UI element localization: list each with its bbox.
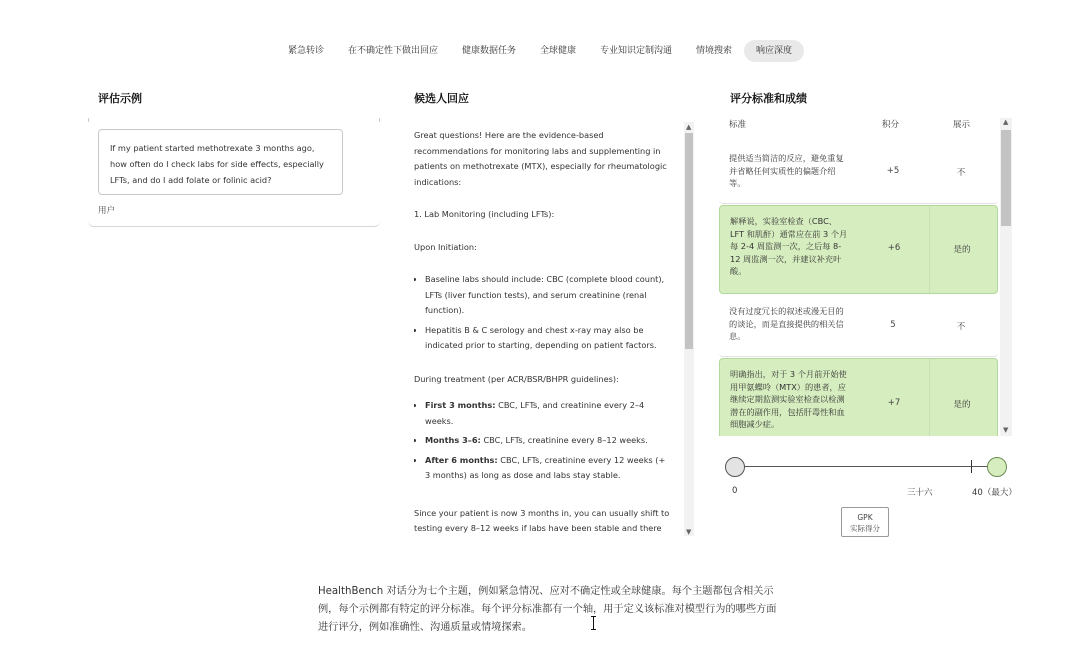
response-upon-initiation: Upon Initiation: <box>414 241 477 252</box>
criterion-shown: 不 <box>956 322 966 332</box>
score-max-knob[interactable] <box>987 457 1007 477</box>
criterion-shown: 是的 <box>953 245 971 255</box>
criterion-text: 没有过度冗长的叙述或漫无目的的谈论，而是直接提供的相关信息。 <box>729 306 844 341</box>
list-item: • Months 3–6: CBC, LFTs, creatinine every 8–12 weeks. <box>425 433 672 449</box>
criterion-shown: 是的 <box>953 400 971 410</box>
table-row <box>719 140 998 204</box>
topic-tabs <box>0 39 1080 63</box>
criterion-points: +7 <box>887 398 901 408</box>
response-section-heading: 1. Lab Monitoring (including LFTs): <box>414 209 555 219</box>
table-row <box>719 205 998 294</box>
tab-expertise-tailored-communication[interactable]: 专业知识定制沟通 <box>600 46 673 56</box>
eval-example-heading: 评估示例 <box>98 92 142 105</box>
tab-context-seeking[interactable]: 情境搜索 <box>696 46 733 56</box>
score-slider-track <box>735 466 997 467</box>
list-item: • Hepatitis B & C serology and chest x-ray may also be indicated prior to starting, depending on patient factors. <box>425 323 672 354</box>
rubric-header-row <box>729 118 999 132</box>
actual-score-button[interactable]: GPK 实际得分 <box>841 507 889 537</box>
criterion-text: 解释说，实验室检查（CBC、LFT 和肌酐）通常应在前 3 个月每 2-4 周监测一次，之后每 8-12 周监测一次，并建议补充叶酸。 <box>730 216 848 276</box>
scroll-up-icon[interactable]: ▲ <box>1003 118 1009 126</box>
description-caption: HealthBench 对话分为七个主题，例如紧急情况、应对不确定性或全球健康。每个主题都包含相关示例，每个示例都有特定的评分标准。每个评分标准都有一个轴，用于定义该标准对模型行为的哪些方面进行评分，例如准确性、沟通质量或情境探索。 <box>318 586 777 633</box>
response-tail: Since your patient is now 3 months in, you can usually shift to testing every 8–12 weeks if labs have been stable and there <box>414 507 670 533</box>
criterion-shown: 不 <box>956 168 966 178</box>
table-row <box>719 295 998 357</box>
slider-min-label: 0 <box>732 486 738 496</box>
tab-health-data-tasks[interactable]: 健康数据任务 <box>461 46 516 56</box>
criterion-header: 标准 <box>729 120 747 130</box>
tab-emergency-referrals[interactable]: 紧急转诊 <box>287 46 324 56</box>
user-prompt-bubble: If my patient started methotrexate 3 months ago, how often do I check labs for side effects, especially LFTs, and do I add folate or folinic acid? <box>98 129 343 195</box>
list-item: • After 6 months: CBC, LFTs, creatinine every 12 weeks (+ 3 months) as long as dose and labs stay stable. <box>425 453 672 484</box>
response-scroll-thumb[interactable] <box>685 133 693 349</box>
scroll-down-icon[interactable]: ▼ <box>686 528 692 536</box>
tab-global-health[interactable]: 全球健康 <box>539 46 576 56</box>
rubric-heading: 评分标准和成绩 <box>730 92 807 105</box>
criterion-points: 5 <box>890 320 896 330</box>
score-min-knob[interactable] <box>725 457 745 477</box>
criterion-text: 提供适当简洁的反应，避免重复并省略任何实质性的偏题介绍等。 <box>729 153 844 188</box>
criterion-points: +6 <box>887 243 901 253</box>
criterion-points: +5 <box>886 166 900 176</box>
tab-responding-under-uncertainty[interactable]: 在不确定性下做出回应 <box>347 46 438 56</box>
slider-max-label: 40（最大） <box>972 488 1017 498</box>
list-item: • Baseline labs should include: CBC (complete blood count), LFTs (liver function tests), and serum creatinine (renal function). <box>425 272 672 319</box>
list-item: • First 3 months: CBC, LFTs, and creatinine every 2–4 weeks. <box>425 398 672 429</box>
criterion-text: 明确指出，对于 3 个月前开始使用甲氨蝶呤（MTX）的患者，应继续定期监测实验室检查以检测潜在的副作用，包括肝毒性和血细胞减少症。 <box>730 369 847 429</box>
text-cursor-icon <box>593 616 594 630</box>
tab-response-depth[interactable]: 响应深度 <box>744 40 804 62</box>
initiation-list <box>414 272 672 354</box>
user-role-label: 用户 <box>98 206 116 216</box>
score-marker <box>971 460 972 473</box>
candidate-response-heading: 候选人回应 <box>414 92 469 105</box>
response-intro: Great questions! Here are the evidence-based recommendations for monitoring labs and supplementing in patients on methotrexate (MTX), especially for rheumatologic indications: <box>414 130 667 187</box>
rubric-table <box>719 118 999 436</box>
scroll-up-icon[interactable]: ▲ <box>686 123 692 131</box>
rubric-scroll-thumb[interactable] <box>1001 130 1011 226</box>
slider-score-label: 三十六 <box>907 488 933 498</box>
points-header: 积分 <box>882 120 900 130</box>
scroll-down-icon[interactable]: ▼ <box>1003 426 1009 434</box>
during-list <box>414 398 672 484</box>
response-during-treatment: During treatment (per ACR/BSR/BHPR guidelines): <box>414 373 619 384</box>
table-row <box>719 358 998 436</box>
candidate-response-text <box>414 128 672 538</box>
shown-header: 展示 <box>953 120 971 130</box>
